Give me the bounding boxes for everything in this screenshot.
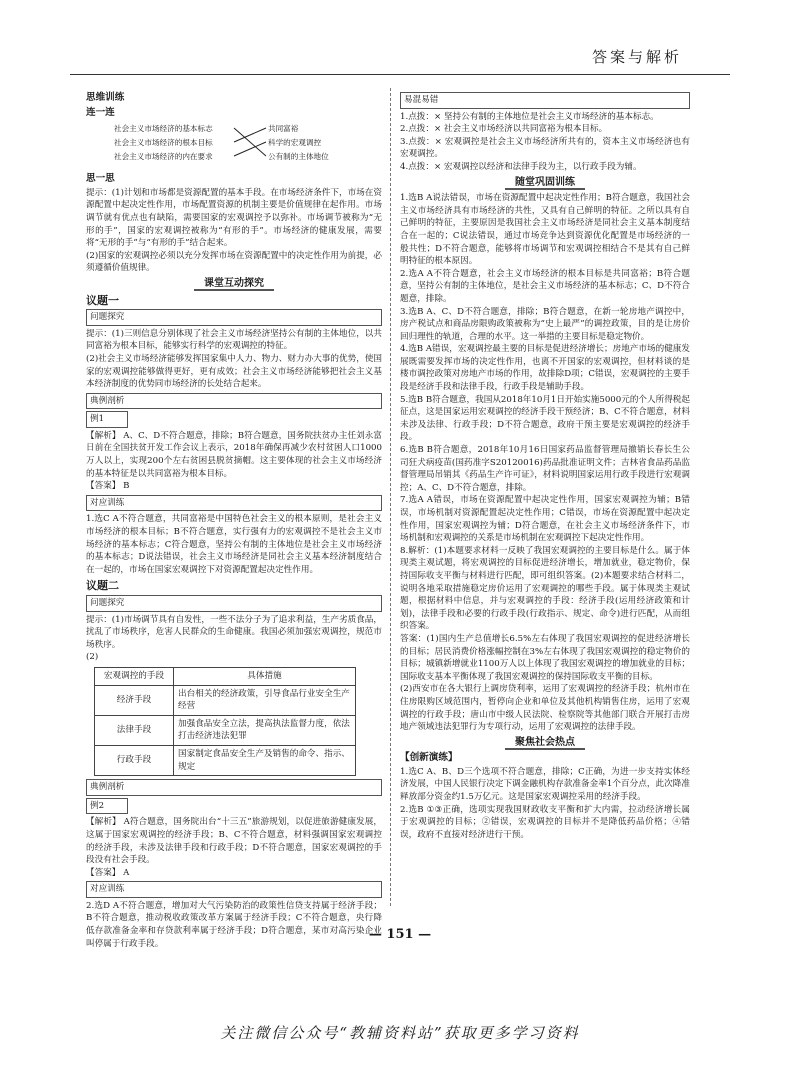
- left-column: [86, 90, 382, 950]
- page-header-title: 答案与解析: [591, 48, 682, 66]
- label-box: 易混易错: [400, 92, 690, 109]
- table-header-cell: 宏观调控的手段: [95, 667, 174, 685]
- exercise-answer: 8.解析：(1)本题要求材料一反映了我国宏观调控的主要目标是什么。属于体现类主观试题，将宏观调控的目标促进经济增长，增加就业，稳定物价，保持国际收支平衡与材料进行匹配，即可组织答案。(2)本题要求结合材料二，说明各地采取措施稳定房价运用了宏观调控的哪些手段。属于体现类主观试题，根据材料中信息，并与宏观调控的手段：经济手段(运用经济政策和计划)，法律手段和必要的行政手段(行政指示、规定、命令)进行匹配，从而组织答案。: [400, 545, 690, 632]
- banner-text: 聚焦社会热点: [505, 737, 585, 750]
- subsection-heading: 连一连: [86, 106, 115, 118]
- exercise-answer: 2.选A A不符合题意，社会主义市场经济的根本目标是共同富裕；B符合题意，坚持公有制的主体地位，是社会主义市场经济的基本标志；C、D不符合题意，排除。: [400, 268, 690, 304]
- banner-text: 课堂互动探究: [194, 278, 274, 291]
- table-cell: 法律手段: [95, 715, 174, 745]
- tip-item: 4.点拨：× 宏观调控以经济和法律手段为主，以行政手段为辅。: [400, 161, 642, 172]
- answer-line: 【答案】 B: [86, 481, 130, 492]
- subsection-heading: 思一思: [86, 173, 115, 185]
- measures-table: [94, 667, 356, 776]
- table-header-row: [95, 667, 356, 685]
- table-row: [95, 745, 356, 775]
- section-banner: [400, 177, 690, 190]
- section-heading: 思维训练: [86, 92, 125, 103]
- column-divider: [390, 88, 391, 906]
- table-cell: 国家制定食品安全生产及销售的命令、指示、规定: [174, 745, 356, 775]
- match-left-item: 社会主义市场经济的内在要求: [114, 152, 213, 162]
- label-box: 问题探究: [86, 309, 382, 326]
- exercise-answer: 7.选A A错误，市场在资源配置中起决定性作用，国家宏观调控为辅；B错误，市场机制对资源配置起决定性作用；C错误，市场在资源配置中起决定性作用，国家宏观调控为辅；D符合题意，在社会主义市场经济条件下，市场机制和宏观调控的关系是市场机制在宏观调控下起决定性作用。: [400, 495, 690, 544]
- match-right-item: 公有制的主体地位: [268, 152, 329, 162]
- section-banner: [400, 737, 690, 750]
- answer-paragraph: 提示：(1)计划和市场都是资源配置的基本手段。在市场经济条件下，市场在资源配置中起决定性作用，市场配置资源的机制主要是价值规律在起作用。市场调节就有优点也有缺陷，需要国家的宏观调控予以弥补。市场调节被称为“无形的手”，国家的宏观调控被称为“有形的手”。市场经济的健康发展，需要将“无形的手”与“有形的手”结合起来。: [86, 187, 382, 249]
- exercise-answer: 2.选B ①③正确，选项实现我国财政收支平衡和扩大内需，拉动经济增长属于宏观调控的目标；②错误，宏观调控的目标并不是降低药品价格；④错误，政府不直接对经济进行干预。: [400, 804, 690, 840]
- tip-item: 1.点拨：× 坚持公有制的主体地位是社会主义市场经济的基本标志。: [400, 111, 659, 122]
- match-right-item: 科学的宏观调控: [268, 138, 322, 148]
- exercise-answer: (2)西安市在各大银行上调房贷利率，运用了宏观调控的经济手段；杭州市在住房限购区域范围内，暂停向企业和单位及其他机构销售住房，运用了宏观调控的行政手段；唐山市中级人民法院、检察院等其他部门联合开展打击房地产领域违法犯罪行为专项行动，运用了宏观调控的法律手段。: [400, 684, 690, 733]
- table-header-cell: 具体措施: [174, 667, 356, 685]
- answer-line: 【答案】 A: [86, 867, 130, 878]
- exercise-answer: 1.选C A、B、D三个选项不符合题意，排除；C正确，为进一步支持实体经济发展，中国人民银行决定下调金融机构存款准备金率1个百分点，此次降准释放部分资金约1.5万亿元。这是国家宏观调控采用的经济手段。: [400, 766, 690, 803]
- subsection-heading: 【创新演练】: [400, 752, 458, 764]
- tip-item: 2.点拨：× 社会主义市场经济以共同富裕为根本目标。: [400, 124, 608, 135]
- table-row: [95, 715, 356, 745]
- footer-note: 关注微信公众号“教辅资料站”获取更多学习资料: [220, 1024, 580, 1042]
- label-box: 对应训练: [86, 495, 382, 512]
- table-cell: 行政手段: [95, 745, 174, 775]
- tip-item: 3.点拨：× 宏观调控是社会主义市场经济所共有的，资本主义市场经济也有宏观调控。: [400, 136, 690, 160]
- exercise-answer: 1.选C A不符合题意，共同富裕是中国特色社会主义的根本原则，是社会主义市场经济的根本目标；B不符合题意，实行强有力的宏观调控不是社会主义市场经济的基本标志；C符合题意，坚持公有制的主体地位是社会主义市场经济的基本标志；D说法错误，社会主义市场经济是同社会主义基本经济制度结合在一起的，市场在国家宏观调控下对资源配置起决定性作用。: [86, 514, 382, 575]
- example-label: 例2: [86, 798, 128, 815]
- match-right-item: 共同富裕: [268, 124, 299, 134]
- exercise-answer: 6.选B B符合题意，2018年10月16日国家药品监督管理局撤销长春长生公司狂犬病疫苗(国药准字S20120016)药品批准证明文件；吉林省食品药品监督管理局吊销其《药品生产许可证》，材料说明国家运用行政手段进行宏观调控；A、C、D不符合题意，排除。: [400, 445, 690, 493]
- answer-paragraph: (2)国家的宏观调控必须以充分发挥市场在资源配置中的决定性作用为前提，必须遵循价值规律。: [86, 250, 382, 274]
- label-box: 典例剖析: [86, 393, 382, 410]
- banner-text: 随堂巩固训练: [505, 177, 585, 190]
- table-row: [95, 685, 356, 715]
- exercise-answer: 答案：(1)国内生产总值增长6.5%左右体现了我国宏观调控的促进经济增长的目标；居民消费价格涨幅控制在3%左右体现了我国宏观调控的稳定物价的目标；城镇新增就业1100万人以上体现了我国宏观调控的增加就业的目标；国际收支基本平衡体现了我国宏观调控的保持国际收支平衡的目标。: [400, 633, 690, 682]
- header-rule: [70, 74, 730, 75]
- answer-paragraph: (2)社会主义市场经济能够发挥国家集中人力、物力、财力办大事的优势，使国家的宏观调控能够做得更好，更有成效；社会主义市场经济能够把社会主义基本经济制度的优势同市场经济的长处结合起来。: [86, 353, 382, 390]
- table-cell: 经济手段: [95, 685, 174, 715]
- example-label: 例1: [86, 411, 128, 428]
- match-left-item: 社会主义市场经济的基本标志: [114, 124, 213, 134]
- answer-paragraph: 提示：(1)三则信息分别体现了社会主义市场经济坚持公有制的主体地位，以共同富裕为根本目标，能够实行科学的宏观调控的特征。: [86, 328, 382, 352]
- topic-heading: 议题一: [86, 293, 119, 307]
- label-box: 对应训练: [86, 881, 382, 898]
- analysis-paragraph: 【解析】 A、C、D不符合题意，排除；B符合题意，国务院扶贫办主任刘永富日前在全国扶贫开发工作会议上表示，2018年确保再减少农村贫困人口1000万人以上，实现200个左右贫困县脱贫摘帽。这主要体现的社会主义市场经济的基本特征是以共同富裕为根本目标。: [86, 430, 382, 479]
- table-cell: 出台相关的经济政策，引导食品行业安全生产经营: [174, 685, 356, 715]
- topic-heading: 议题二: [86, 579, 119, 593]
- answer-paragraph: 提示：(1)市场调节具有自发性，一些不法分子为了追求利益，生产劣质食品，扰乱了市场秩序，危害人民群众的生命健康。我国必须加强宏观调控，规范市场秩序。: [86, 614, 382, 650]
- analysis-paragraph: 【解析】 A符合题意，国务院出台“十三五”旅游规划，以促进旅游健康发展，这属于国家宏观调控的经济手段；B、C不符合题意，材料强调国家宏观调控的经济手段，未涉及法律手段和行政手段；D不符合题意，国家宏观调控的手段没有社会手段。: [86, 817, 382, 866]
- table-cell: 加强食品安全立法，提高执法监督力度，依法打击经济违法犯罪: [174, 715, 356, 745]
- answer-paragraph: (2): [86, 652, 99, 663]
- matching-exercise: [86, 121, 382, 171]
- exercise-answer: 4.选B A错误，宏观调控最主要的目标是促进经济增长；房地产市场的健康发展既需要发挥市场的决定性作用，也离不开国家的宏观调控，但材料谈的是楼市调控政策对房地产市场的作用，故排除D项；C错误，宏观调控的主要手段是经济手段和法律手段，行政手段是辅助手段。: [400, 344, 690, 393]
- exercise-answer: 5.选B B符合题意，我国从2018年10月1日开始实施5000元的个人所得税起征点，这是国家运用宏观调控的经济手段干预经济；B、C不符合题意，材料未涉及法律、行政手段；D不符合题意，政府干预主要是宏观调控的经济手段。: [400, 394, 690, 443]
- right-column: [400, 90, 690, 841]
- label-box: 问题探究: [86, 595, 382, 612]
- exercise-answer: 3.选B A、C、D不符合题意，排除；B符合题意，在新一轮房地产调控中，房产税试点和商品房限购政策被称为“史上最严”的调控政策，目的是让房价回归理性的轨道，合理的水平。这一举措的主要目标是稳定物价。: [400, 306, 690, 342]
- exercise-answer: 2.选D A不符合题意，增加对大气污染防治的政策性信贷支持属于经济手段；B不符合题意，推动税收政策改革方案属于经济手段；C不符合题意，央行降低存款准备金率和存贷款利率属于经济手段；D符合题意，某市对高污染企业叫停属于行政手段。: [86, 900, 382, 949]
- section-banner: [86, 278, 382, 291]
- label-box: 典例剖析: [86, 779, 382, 796]
- page-number: — 151 —: [368, 927, 432, 942]
- match-left-item: 社会主义市场经济的根本目标: [114, 138, 213, 148]
- exercise-answer: 1.选B A说法错误，市场在资源配置中起决定性作用；B符合题意，我国社会主义市场经济具有市场经济的共性，又具有自己鲜明的特征。之所以具有自己鲜明的特征，主要原因是我国社会主义市场经济是同社会主义基本制度结合在一起的；C说法错误，通过市场竞争达到资源优化配置是市场经济的一般共性；D不符合题意，能够将市场调节和宏观调控相结合不是其有自己鲜明特征的根本原因。: [400, 193, 690, 267]
